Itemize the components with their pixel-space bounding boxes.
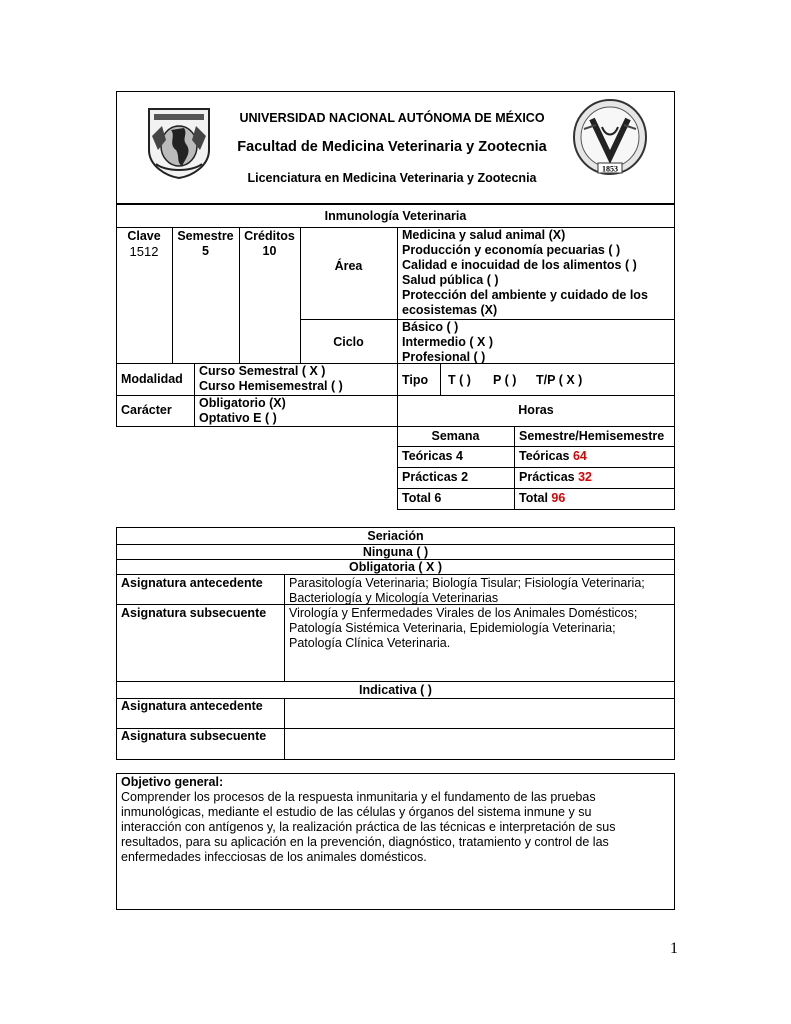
seriacion-indicativa: Indicativa ( ) [359,683,432,697]
modalidad-item: Curso Hemisemestral ( ) [199,379,343,393]
teoricas-label: Teóricas [519,449,570,463]
course-name: Inmunología Veterinaria [324,209,467,223]
ciclo-item: Intermedio ( X ) [402,335,493,349]
area-item: Calidad e inocuidad de los alimentos ( ) [402,258,637,272]
semana-header: Semana [431,429,480,443]
horas-label: Horas [518,403,554,417]
ciclo-item: Profesional ( ) [402,350,486,364]
total-semana: Total 6 [402,491,442,505]
subsecuente-label: Asignatura subsecuente [121,606,267,620]
objetivo-title: Objetivo general: [121,775,224,789]
caracter-item: Optativo E ( ) [199,411,277,425]
subsecuente-line: Virología y Enfermedades Virales de los Animales Domésticos; [289,606,638,620]
subsecuente-line: Patología Clínica Veterinaria. [289,636,451,650]
area-label: Área [334,259,363,273]
university-title: UNIVERSIDAD NACIONAL AUTÓNOMA DE MÉXICO [239,111,545,125]
subsecuente-value [289,606,673,651]
modalidad-list [199,364,394,394]
fmvz-logo-year: 1853 [602,164,618,174]
semestre-label: Semestre [177,229,234,243]
caracter-label: Carácter [121,403,172,417]
clave-value: 1512 [129,244,159,259]
tipo-label: Tipo [402,373,429,387]
clave-label: Clave [127,229,161,243]
antecedente-line: Bacteriología y Micología Veterinarias [289,591,499,605]
objetivo-line: interacción con antígenos y, la realización práctica de las técnicas e interpretación de sus [121,820,616,834]
fmvz-logo-icon [572,97,648,179]
ciclo-list [402,320,672,365]
tipo-p: P ( ) [493,373,517,387]
objetivo-line: inmunológicas, mediante el estudio de las células y órganos del sistema inmune y su [121,805,592,819]
total-total: 96 [551,491,566,505]
modalidad-item: Curso Semestral ( X ) [199,364,326,378]
practicas-total: 32 [578,470,592,484]
objetivo-line: enfermedades infecciosas de los animales domésticos. [121,850,427,864]
area-item: Salud pública ( ) [402,273,499,287]
unam-logo-icon [146,106,212,180]
area-item: Producción y economía pecuarias ( ) [402,243,621,257]
area-item: Protección del ambiente y cuidado de los [402,288,648,302]
seriacion-title: Seriación [367,529,424,543]
ciclo-item: Básico ( ) [402,320,459,334]
seriacion-ninguna: Ninguna ( ) [362,545,429,559]
objetivo-text [121,790,673,865]
tipo-t: T ( ) [448,373,471,387]
total-label: Total [519,491,548,505]
teoricas-total: 64 [572,449,587,463]
seriacion-obligatoria: Obligatoria ( X ) [348,560,443,574]
area-list [402,228,672,318]
creditos-label: Créditos [244,229,295,243]
practicas-semestre [519,470,592,484]
semestre-hemi-header: Semestre/Hemisemestre [519,429,665,443]
modalidad-label: Modalidad [121,372,183,386]
objetivo-line: Comprender los procesos de la respuesta inmunitaria y el fundamento de las pruebas [121,790,596,804]
semestre-value: 5 [202,244,209,258]
caracter-list [199,396,394,426]
antecedente-line: Parasitología Veterinaria; Biología Tisular; Fisiología Veterinaria; [289,576,645,590]
creditos-value: 10 [262,244,277,258]
subsecuente2-label: Asignatura subsecuente [121,729,267,743]
caracter-item: Obligatorio (X) [199,396,286,410]
teoricas-semana: Teóricas 4 [402,449,463,463]
ciclo-label: Ciclo [333,335,364,349]
program-title: Licenciatura en Medicina Veterinaria y Zootecnia [247,171,537,185]
area-item: Medicina y salud animal (X) [402,228,566,242]
antecedente-value [289,576,673,606]
page-number: 1 [670,940,678,957]
teoricas-semestre [519,449,587,463]
subsecuente-line: Patología Sistémica Veterinaria, Epidemiología Veterinaria; [289,621,616,635]
faculty-title: Facultad de Medicina Veterinaria y Zootecnia [237,139,547,155]
practicas-label: Prácticas [519,470,575,484]
antecedente-label: Asignatura antecedente [121,576,263,590]
practicas-semana: Prácticas 2 [402,470,469,484]
antecedente2-label: Asignatura antecedente [121,699,263,713]
area-item: ecosistemas (X) [402,303,498,317]
total-semestre [519,491,565,505]
objetivo-line: resultados, para su aplicación en la prevención, diagnóstico, tratamiento y control de las [121,835,609,849]
tipo-tp: T/P ( X ) [536,373,583,387]
